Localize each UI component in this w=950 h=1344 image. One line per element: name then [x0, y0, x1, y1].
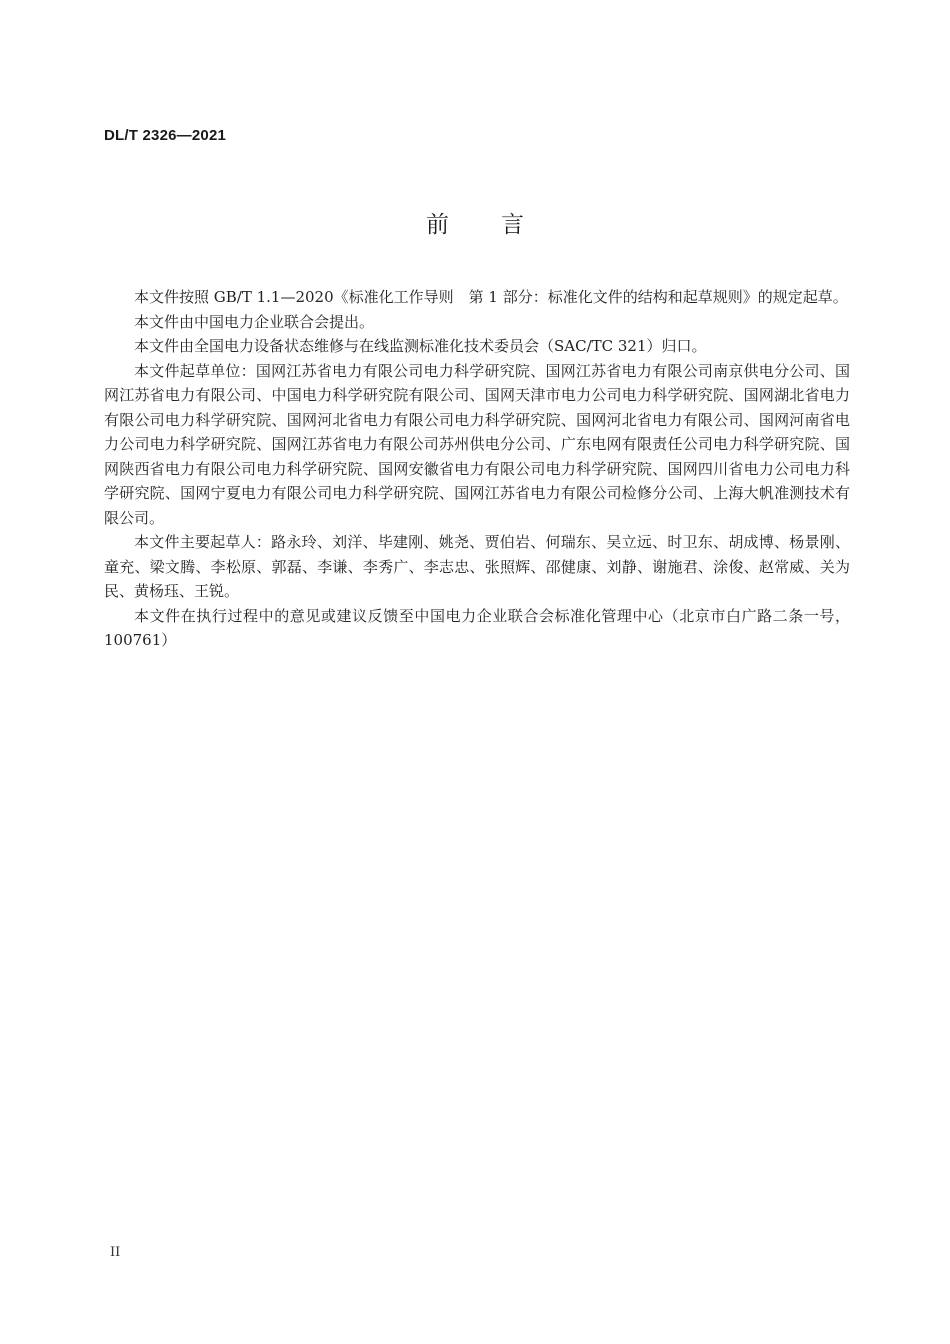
page-title-char-1: 前 — [426, 212, 449, 238]
paragraph-technical-committee: 本文件由全国电力设备状态维修与在线监测标准化技术委员会（SAC/TC 321）归口。 — [134, 337, 707, 355]
paragraph-drafting-units: 本文件起草单位：国网江苏省电力有限公司电力科学研究院、国网江苏省电力有限公司南京供电分公司、国网江苏省电力有限公司、中国电力科学研究院有限公司、国网天津市电力公司电力科学研究院、国网湖北省电力有限公司电力科学研究院、国网河北省电力有限公司电力科学研究院、国网河北省电力有限公司、国网河南省电力公司电力科学研究院、国网江苏省电力有限公司苏州供电分公司、广东电网有限责任公司电力科学研究院、国网陕西省电力有限公司电力科学研究院、国网安徽省电力有限公司电力科学研究院、国网四川省电力公司电力科学研究院、国网宁夏电力有限公司电力科学研究院、国网江苏省电力有限公司检修分公司、上海大帆准测技术有限公司。 — [104, 361, 850, 527]
paragraph-drafting-rules: 本文件按照 GB/T 1.1—2020《标准化工作导则 第 1 部分：标准化文件的结构和起草规则》的规定起草。 — [134, 288, 848, 306]
standard-code: DL/T 2326—2021 — [104, 127, 227, 144]
paragraph-drafters: 本文件主要起草人：路永玲、刘洋、毕建刚、姚尧、贾伯岩、何瑞东、吴立远、时卫东、胡成博、杨景刚、童充、梁文腾、李松原、郭磊、李谦、李秀广、李志忠、张照辉、邵健康、刘静、谢施君、涂俊、赵常威、关为民、黄杨珏、王锐。 — [104, 533, 850, 600]
paragraph-proposer: 本文件由中国电力企业联合会提出。 — [134, 312, 375, 331]
paragraph-feedback: 本文件在执行过程中的意见或建议反馈至中国电力企业联合会标准化管理中心（北京市白广路二条一号，100761） — [104, 606, 850, 649]
page-title — [0, 206, 950, 239]
foreword-body — [104, 285, 850, 653]
page-number: II — [110, 1245, 121, 1260]
page-title-char-2: 言 — [501, 212, 524, 238]
